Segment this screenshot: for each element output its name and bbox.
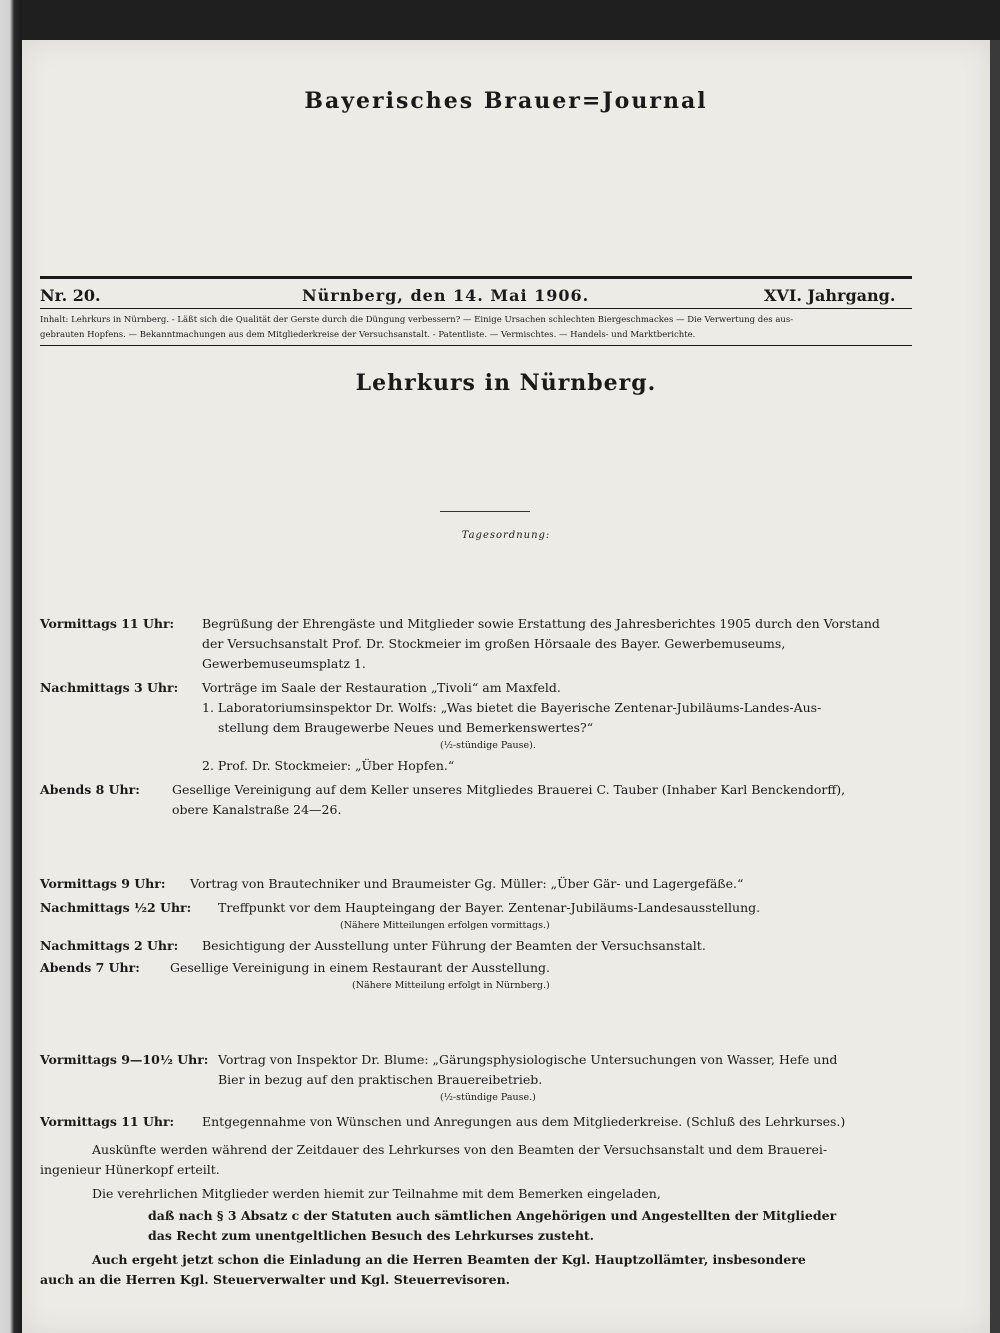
separator-rule — [440, 511, 530, 512]
time-label: Vormittags 11 Uhr: — [40, 616, 175, 631]
agenda-text: Bier in bezug auf den praktischen Brauereibetrieb. — [218, 1072, 543, 1087]
agenda-note: (½-stündige Pause.) — [440, 1092, 536, 1103]
agenda-text: Gewerbemuseumsplatz 1. — [202, 656, 366, 671]
time-label: Vormittags 9 Uhr: — [40, 876, 166, 891]
time-label: Abends 8 Uhr: — [40, 782, 140, 797]
time-label: Nachmittags 3 Uhr: — [40, 680, 179, 695]
contents-line-1: Inhalt: Lehrkurs in Nürnberg. - Läßt sich die Qualität der Gerste durch die Düngung verbessern? — Einige Ursachen schlechten Biergeschmackes — Die Verwertung des aus- — [40, 315, 794, 325]
time-label: Nachmittags 2 Uhr: — [40, 938, 179, 953]
info-paragraph: ingenieur Hünerkopf erteilt. — [40, 1162, 220, 1177]
masthead-rule — [40, 276, 912, 279]
agenda-text: 2. Prof. Dr. Stockmeier: „Über Hopfen.“ — [202, 758, 455, 773]
agenda-note: (Nähere Mitteilung erfolgt in Nürnberg.) — [352, 980, 550, 991]
official-invitation: Auch ergeht jetzt schon die Einladung an die Herren Beamten der Kgl. Hauptzollämter, insbesondere — [92, 1252, 806, 1267]
dateline-rule — [40, 308, 912, 309]
agenda-text: Gesellige Vereinigung auf dem Keller unseres Mitgliedes Brauerei C. Tauber (Inhaber Karl Benckendorff), — [172, 782, 846, 797]
time-label: Abends 7 Uhr: — [40, 960, 140, 975]
scan-left-border — [0, 0, 22, 1333]
contents-rule — [40, 345, 912, 346]
contents-line-2: gebrauten Hopfens. — Bekanntmachungen aus dem Mitgliederkreise der Versuchsanstalt. - Patentliste. — Vermischtes. — Handels- und Marktberichte. — [40, 330, 696, 340]
invitation-paragraph: daß nach § 3 Absatz c der Statuten auch sämtlichen Angehörigen und Angestellten der Mitglieder — [148, 1208, 837, 1223]
agenda-text: der Versuchsanstalt Prof. Dr. Stockmeier im großen Hörsaale des Bayer. Gewerbemuseums, — [202, 636, 786, 651]
agenda-text: Treffpunkt vor dem Haupteingang der Bayer. Zentenar-Jubiläums-Landesausstellung. — [218, 900, 761, 915]
invitation-paragraph: Die verehrlichen Mitglieder werden hiemit zur Teilnahme mit dem Bemerken eingeladen, — [92, 1186, 661, 1201]
agenda-text: Gesellige Vereinigung in einem Restaurant der Ausstellung. — [170, 960, 550, 975]
agenda-text: Entgegennahme von Wünschen und Anregungen aus dem Mitgliederkreise. (Schluß des Lehrkurses.) — [202, 1114, 846, 1129]
issue-number: Nr. 20. — [40, 286, 101, 305]
invitation-paragraph: das Recht zum unentgeltlichen Besuch des Lehrkurses zusteht. — [148, 1228, 595, 1243]
newspaper-page — [22, 40, 990, 1333]
time-label: Vormittags 9—10½ Uhr: — [40, 1052, 209, 1067]
time-label: Nachmittags ½2 Uhr: — [40, 900, 192, 915]
issue-volume: XVI. Jahrgang. — [764, 286, 896, 305]
agenda-text: Begrüßung der Ehrengäste und Mitglieder sowie Erstattung des Jahresberichtes 1905 durch den Vorstand — [202, 616, 880, 631]
article-headline: Lehrkurs in Nürnberg. — [355, 370, 657, 396]
agenda-text: Besichtigung der Ausstellung unter Führung der Beamten der Versuchsanstalt. — [202, 938, 706, 953]
agenda-text: Vortrag von Inspektor Dr. Blume: „Gärungsphysiologische Untersuchungen von Wasser, Hefe und — [218, 1052, 838, 1067]
official-invitation: auch an die Herren Kgl. Steuerverwalter und Kgl. Steuerrevisoren. — [40, 1272, 511, 1287]
agenda-text: Vorträge im Saale der Restauration „Tivoli“ am Maxfeld. — [202, 680, 561, 695]
info-paragraph: Auskünfte werden während der Zeitdauer des Lehrkurses von den Beamten der Versuchsanstalt und dem Brauerei- — [92, 1142, 828, 1157]
agenda-text: 1. Laboratoriumsinspektor Dr. Wolfs: „Was bietet die Bayerische Zentenar-Jubiläums-Landes-Aus- — [202, 700, 822, 715]
agenda-text: obere Kanalstraße 24—26. — [172, 802, 342, 817]
scan-top-border — [0, 0, 1000, 40]
issue-date: Nürnberg, den 14. Mai 1906. — [302, 286, 590, 305]
agenda-note: (½-stündige Pause). — [440, 740, 536, 751]
agenda-title: Tagesordnung: — [461, 530, 551, 541]
agenda-note: (Nähere Mitteilungen erfolgen vormittags.) — [340, 920, 550, 931]
masthead-title: Bayerisches Brauer=Journal — [304, 88, 708, 114]
agenda-text: stellung dem Braugewerbe Neues und Bemerkenswertes?“ — [218, 720, 594, 735]
agenda-text: Vortrag von Brautechniker und Braumeister Gg. Müller: „Über Gär- und Lagergefäße.“ — [190, 876, 744, 891]
time-label: Vormittags 11 Uhr: — [40, 1114, 175, 1129]
